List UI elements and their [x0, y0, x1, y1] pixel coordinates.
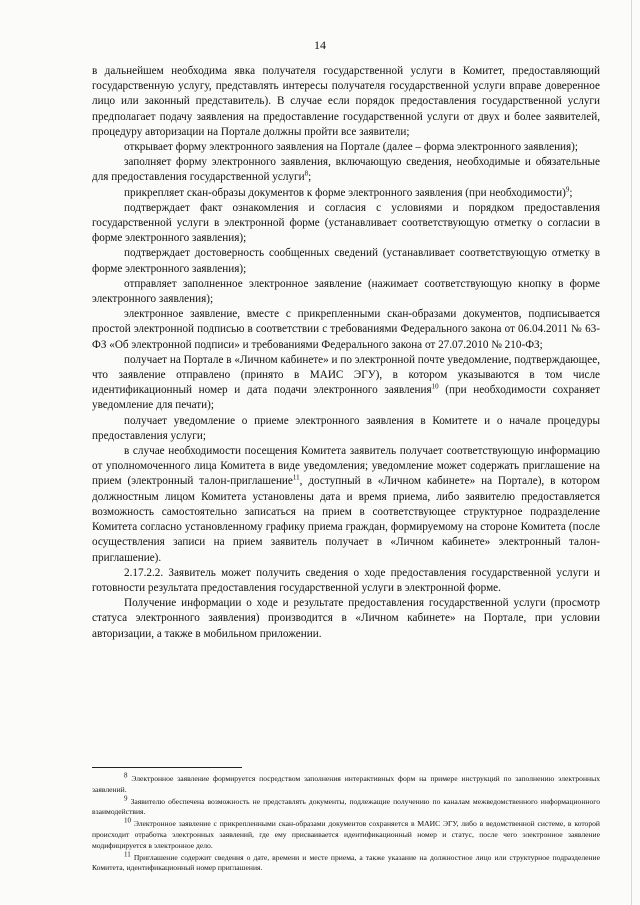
footnote-divider	[92, 767, 242, 768]
footnotes	[92, 771, 600, 875]
paragraph-text: в случае необходимости посещения Комитета заявитель получает соответствующую информацию от уполномоченного лица Комитета в виде уведомления; уведомление может содержать приглашение на прием (электронный талон-приглашение	[92, 445, 600, 488]
paragraph-text: , доступный в «Личном кабинете» на Портале), в котором должностным лицом Комитета установлены дата и время приема, либо заявителю предоставляется возможность самостоятельно записаться на прием в соответствующее структурное подразделение Комитета согласно установленному графику приема граждан, формируемому на стороне Комитета (после осуществления записи на прием заявитель получает в «Личном кабинете» электронный талон-приглашение).	[92, 475, 600, 564]
paragraph: в дальнейшем необходима явка получателя государственной услуги в Комитет, предоставляющий государственную услугу, представлять интересы получателя государственной услуги вправе доверенное лицо или законный представитель). В случае если порядок предоставления государственной услуги предполагает подачу заявления на предоставление государственной услуги от двух и более заявителей, процедуру авторизации на Портале должны пройти все заявители;	[92, 65, 600, 138]
footnote-text: Электронное заявление с прикрепленными скан-образами документов сохраняется в МАИС ЭГУ, либо в ведомственной системе, в которой происходит отработка электронных заявлений, где ему присваивается идентификационный номер и статус, после чего электронное заявление модифицируется в электронное дело.	[92, 819, 600, 850]
footnote-text: Приглашение содержит сведения о дате, времени и месте приема, а также указание на должностное лицо или структурное подразделение Комитета, идентификационный номер приглашения.	[92, 852, 600, 873]
footnote-number: 8	[124, 771, 128, 780]
footnote-text: Заявителю обеспечена возможность не представлять документы, подлежащие получению по каналам межведомственного информационного взаимодействия.	[92, 796, 600, 817]
paragraph: открывает форму электронного заявления на Портале (далее – форма электронного заявления);	[124, 141, 579, 154]
paragraph-text: получает на Портале в «Личном кабинете» и по электронной почте уведомление, подтверждающее, что заявление отправлено (принято в МАИС ЭГУ), в котором указываются в том числе идентификационный номер и дата подачи электронного заявления	[92, 353, 600, 397]
paragraph: электронное заявление, вместе с прикрепленными скан-образами документов, подписывается простой электронной подписью в соответствии с требованиями Федерального закона от 06.04.2011 № 63-ФЗ «Об электронной подписи» и требованиями Федерального закона от 27.07.2010 № 210-ФЗ;	[92, 308, 600, 351]
paragraph-text: (при необходимости сохраняет уведомление для печати);	[92, 384, 600, 412]
footnote	[92, 771, 600, 796]
paragraph-text: ;	[308, 171, 312, 184]
footnote-ref[interactable]: 11	[292, 473, 300, 482]
paragraph	[92, 444, 600, 566]
paragraph-text: ;	[569, 186, 573, 199]
page-number: 14	[314, 38, 326, 52]
footnote-ref[interactable]: 9	[565, 184, 570, 193]
paragraph: получает уведомление о приеме электронного заявления в Комитете и о начале процедуры предоставления услуги;	[92, 414, 600, 442]
footnote-number: 9	[124, 794, 128, 803]
paragraph: 2.17.2.2. Заявитель может получить сведения о ходе предоставления государственной услуги и готовности результата предоставления государственной услуги в электронной форме.	[92, 566, 600, 594]
paragraph: подтверждает факт ознакомления и согласия с условиями и порядком предоставления государственной услуги в электронной форме (устанавливает соответствующую отметку о согласии в форме электронного заявления);	[92, 201, 600, 245]
paragraph-text: заполняет форму электронного заявления, включающую сведения, необходимые и обязательные для предоставления государственной услуги	[92, 156, 600, 184]
footnote-number: 11	[124, 850, 131, 859]
footnote-ref[interactable]: 8	[304, 169, 309, 178]
paragraph	[92, 353, 600, 414]
paragraph: Получение информации о ходе и результате предоставления государственной услуги (просмотр статуса электронного заявления) производится в «Личном кабинете» на Портале, при условии авторизации, а также в мобильном приложении.	[92, 597, 600, 640]
paragraph-text: прикрепляет скан-образы документов к форме электронного заявления (при необходимости)	[124, 186, 566, 199]
paragraph	[92, 155, 600, 185]
footnote-ref[interactable]: 10	[431, 382, 439, 391]
footnote	[92, 794, 600, 819]
document-body	[92, 64, 600, 642]
paragraph	[92, 186, 600, 201]
footnote-number: 10	[124, 816, 131, 825]
footnote	[92, 816, 600, 851]
page-edge	[631, 0, 632, 905]
footnote-text: Электронное заявление формируется посредством заполнения интерактивных форм на примере инструкций по заполнению электронных заявлений.	[92, 774, 600, 794]
paragraph: отправляет заполненное электронное заявление (нажимает соответствующую кнопку в форме электронного заявления);	[92, 277, 600, 306]
footnote	[92, 850, 600, 875]
paragraph: подтверждает достоверность сообщенных сведений (устанавливает соответствующую отметку в форме электронного заявления);	[92, 247, 600, 275]
